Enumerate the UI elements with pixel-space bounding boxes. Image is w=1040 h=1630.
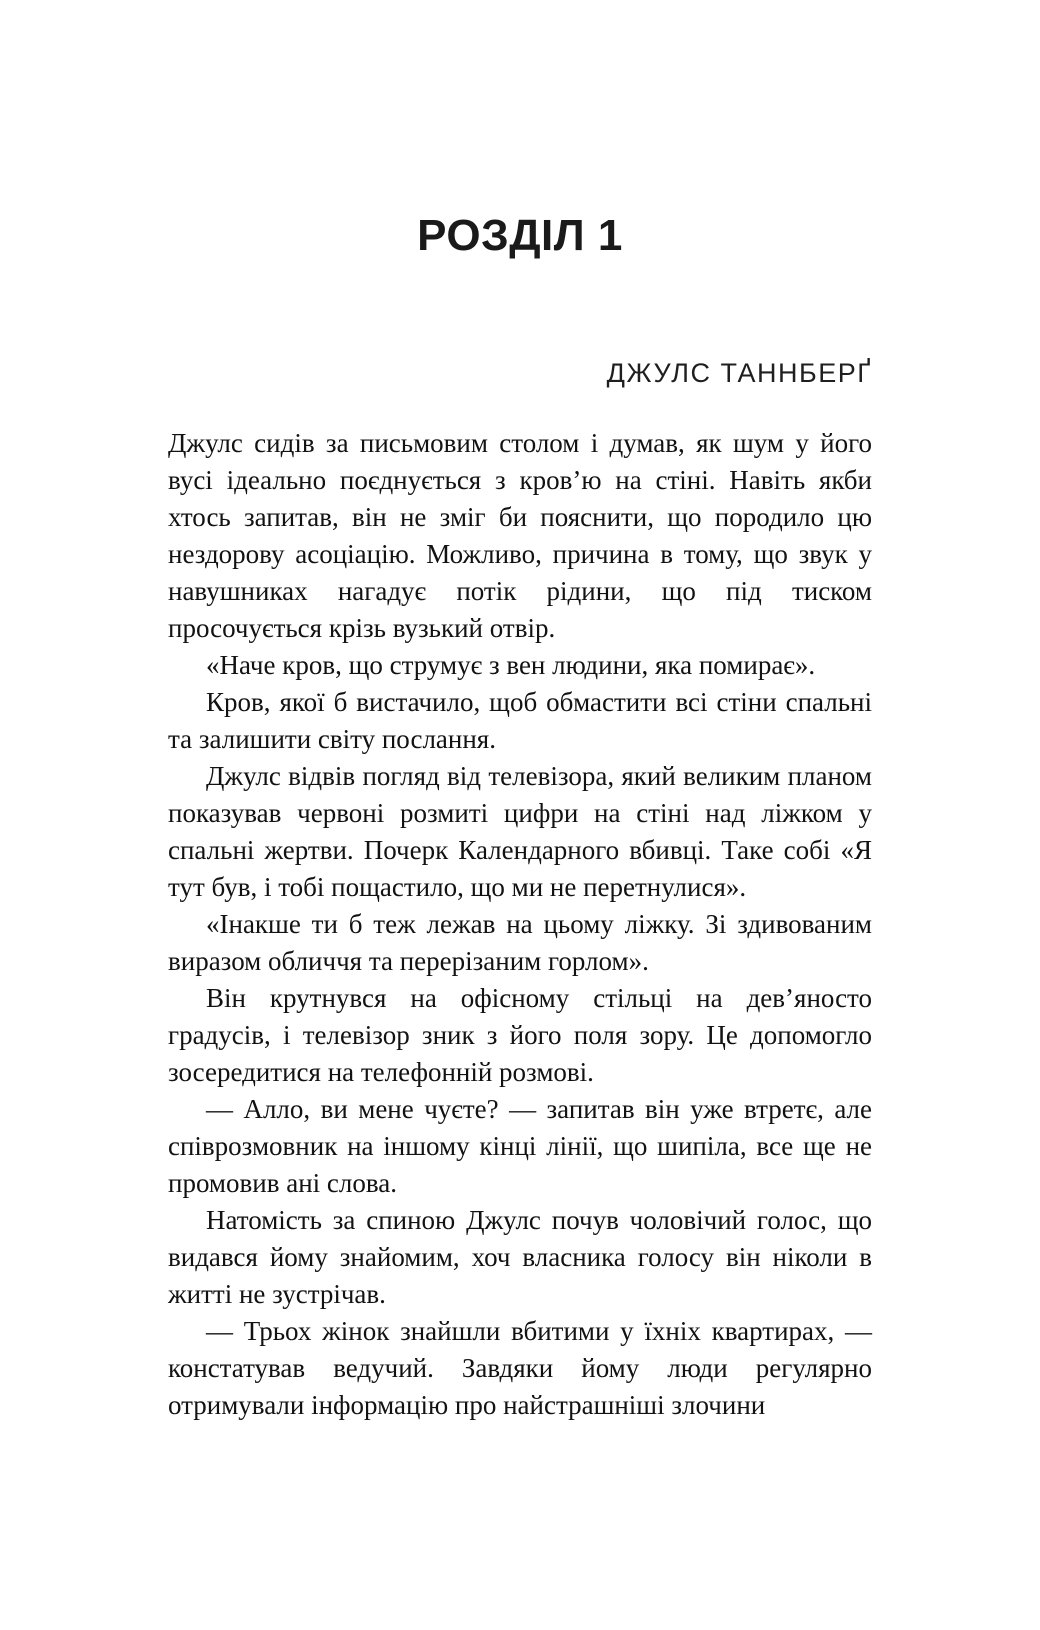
paragraph: Він крутнувся на офісному стільці на дев’яносто градусів, і телевізор зник з його поля зору. Це допомогло зосередитися на телефонній розмові.: [168, 983, 872, 1087]
paragraph: — Алло, ви мене чуєте? — запитав він уже втретє, але співрозмовник на іншому кінці лінії, що шипіла, все ще не промовив ані слова.: [168, 1094, 872, 1198]
paragraph: — Трьох жінок знайшли вбитими у їхніх квартирах, — констатував ведучий. Завдяки йому люди регулярно отримували інформацію про найстрашніші злочини: [168, 1316, 872, 1420]
paragraph: «Інакше ти б теж лежав на цьому ліжку. Зі здивованим виразом обличчя та перерізаним горлом».: [168, 909, 872, 976]
paragraph: Кров, якої б вистачило, щоб обмастити всі стіни спальні та залишити світу послання.: [168, 687, 872, 754]
paragraph: Натомість за спиною Джулс почув чоловічий голос, що видався йому знайомим, хоч власника голосу він ніколи в житті не зустрічав.: [168, 1205, 872, 1309]
paragraph: Джулс відвів погляд від телевізора, який великим планом показував червоні розмиті цифри на стіні над ліжком у спальні жертви. Почерк Календарного вбивці. Таке собі «Я тут був, і тобі пощастило, що ми не перетнулися».: [168, 761, 872, 902]
paragraph: «Наче кров, що струмує з вен людини, яка помирає».: [206, 650, 816, 680]
paragraph: Джулс сидів за письмовим столом і думав, як шум у його вусі ідеально поєднується з кров’ю на стіні. Навіть якби хтось запитав, він не зміг би пояснити, що породило цю нездорову асоціацію. Можливо, причина в тому, що звук у навушниках нагадує потік рідини, що під тиском просочується крізь вузький отвір.: [168, 428, 872, 643]
body-text: [168, 425, 872, 1424]
author-heading: ДЖУЛС ТАННБЕРҐ: [606, 358, 872, 388]
chapter-title: РОЗДІЛ 1: [417, 211, 623, 260]
